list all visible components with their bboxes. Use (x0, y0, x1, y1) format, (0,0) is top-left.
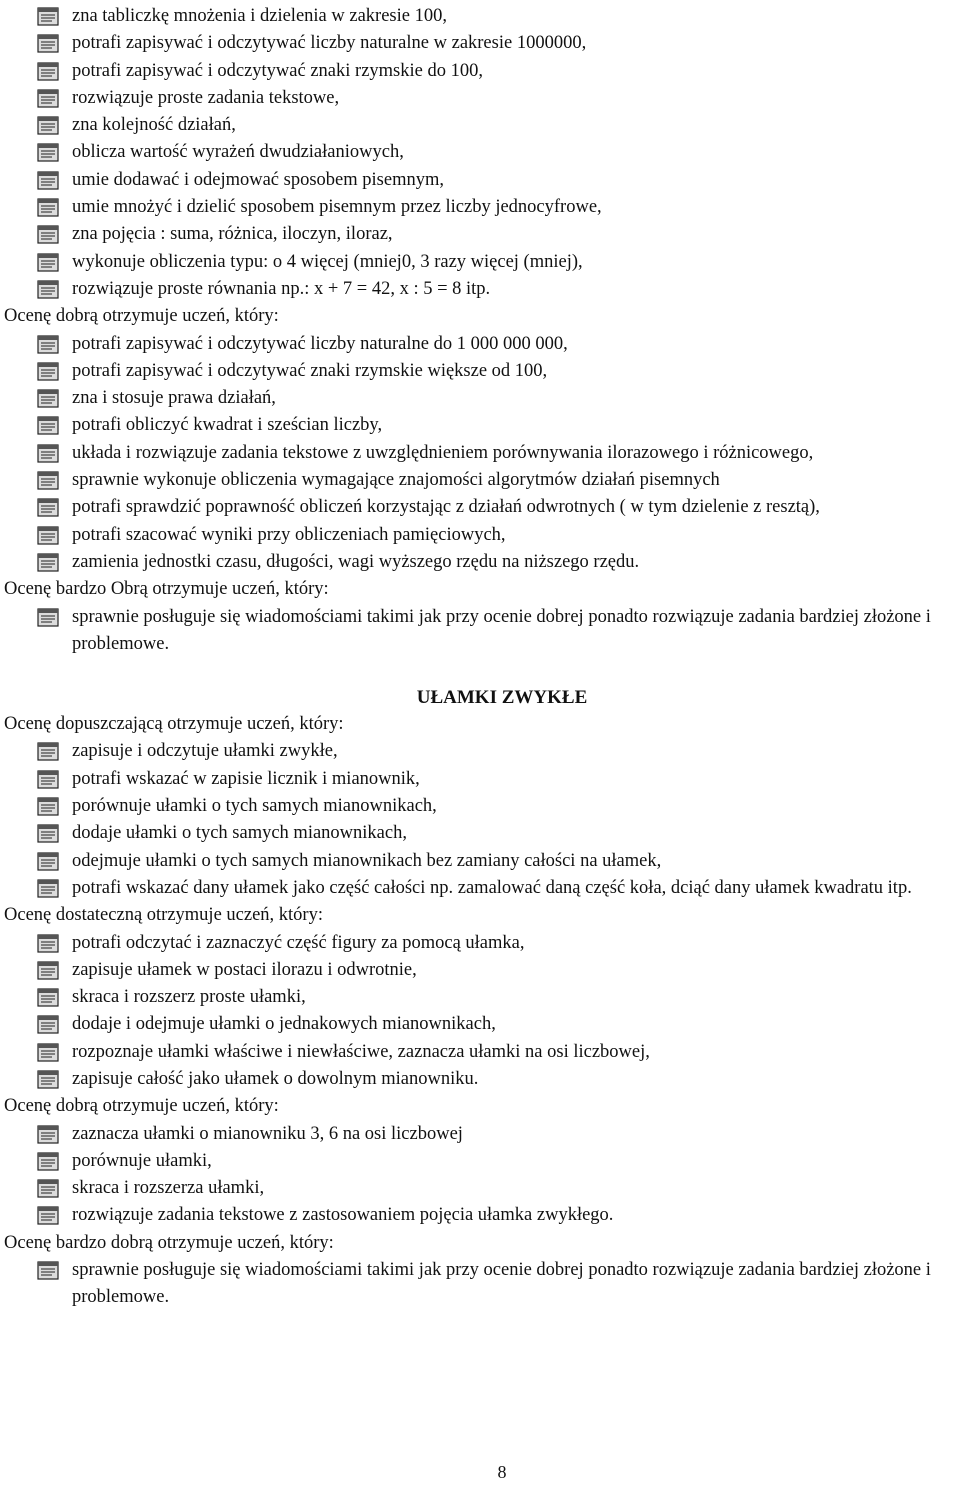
list-item-text: potrafi sprawdzić poprawność obliczeń korzystając z działań odwrotnych ( w tym dzielenie z resztą), (72, 497, 820, 518)
notepad-icon (37, 797, 59, 816)
list-item (0, 1202, 960, 1229)
list-item-text: potrafi wskazać dany ułamek jako część całości np. zamalować daną część koła, dciąć dany ułamek kwadratu itp. (72, 877, 912, 898)
list-item-text: odejmuje ułamki o tych samych mianownikach bez zamiany całości na ułamek, (72, 850, 662, 871)
list-item-text: zna tabliczkę mnożenia i dzielenia w zakresie 100, (72, 6, 447, 26)
notepad-icon (37, 498, 59, 517)
notepad-icon (37, 553, 59, 572)
notepad-icon (37, 824, 59, 843)
list-item (0, 1148, 960, 1175)
list-item-text: zapisuje ułamek w postaci ilorazu i odwrotnie, (72, 959, 417, 980)
sections-part1 (0, 303, 960, 658)
list-item (0, 738, 960, 765)
notepad-icon (37, 143, 59, 162)
notepad-icon (37, 280, 59, 299)
list-item (0, 820, 960, 847)
intro-list (0, 3, 960, 303)
notepad-icon (37, 1152, 59, 1171)
list-item (0, 85, 960, 112)
notepad-icon (37, 389, 59, 408)
list-item-text: zna i stosuje prawa działań, (72, 388, 276, 409)
notepad-icon (37, 1261, 59, 1280)
list-item-text: oblicza wartość wyrażeń dwudziałaniowych, (72, 142, 404, 163)
notepad-icon (37, 34, 59, 53)
notepad-icon (37, 225, 59, 244)
list-item (0, 358, 960, 385)
notepad-icon (37, 62, 59, 81)
list-item (0, 30, 960, 57)
list-item (0, 194, 960, 221)
list-item (0, 522, 960, 549)
notepad-icon (37, 1015, 59, 1034)
notepad-icon (37, 471, 59, 490)
list-item (0, 440, 960, 467)
notepad-icon (37, 1043, 59, 1062)
list-item (0, 984, 960, 1011)
list-item-text: rozwiązuje proste równania np.: x + 7 = 42, x : 5 = 8 itp. (72, 278, 491, 299)
list-item (0, 848, 960, 875)
list-item (0, 221, 960, 248)
list-item (0, 276, 960, 303)
list-item-text: zapisuje i odczytuje ułamki zwykłe, (72, 741, 338, 762)
list-item (0, 249, 960, 276)
notepad-icon (37, 1125, 59, 1144)
notepad-icon (37, 961, 59, 980)
list-item-text: dodaje i odejmuje ułamki o jednakowych mianownikach, (72, 1014, 496, 1035)
notepad-icon (37, 742, 59, 761)
list-item-text: rozpoznaje ułamki właściwe i niewłaściwe, zaznacza ułamki na osi liczbowej, (72, 1041, 650, 1062)
notepad-icon (37, 335, 59, 354)
list-item-text: potrafi odczytać i zaznaczyć część figury za pomocą ułamka, (72, 932, 525, 953)
grade-heading: Ocenę dostateczną otrzymuje uczeń, który: (4, 905, 323, 926)
list-item-text: zaznacza ułamki o mianowniku 3, 6 na osi liczbowej (72, 1123, 463, 1144)
grade-heading: Ocenę dobrą otrzymuje uczeń, który: (4, 1096, 279, 1117)
notepad-icon (37, 171, 59, 190)
list-item-text: dodaje ułamki o tych samych mianownikach, (72, 823, 407, 844)
list-item (0, 549, 960, 576)
list-item (0, 1175, 960, 1202)
document-page (0, 3, 960, 1312)
notepad-icon (37, 852, 59, 871)
list-item (0, 139, 960, 166)
list-item (0, 58, 960, 85)
list-item-text: układa i rozwiązuje zadania tekstowe z uwzględnieniem porównywania ilorazowego i różnicowego, (72, 442, 814, 463)
list-item-text: skraca i rozszerz proste ułamki, (72, 987, 306, 1008)
list-item (0, 766, 960, 793)
list-item (0, 793, 960, 820)
notepad-icon (37, 1070, 59, 1089)
list-item-text: sprawnie posługuje się wiadomościami takimi jak przy ocenie dobrej ponadto rozwiązuje zadania bardziej złożone i problemowe. (72, 606, 931, 654)
notepad-icon (37, 362, 59, 381)
grade-heading: Ocenę dopuszczającą otrzymuje uczeń, który: (4, 714, 344, 735)
grade-heading: Ocenę dobrą otrzymuje uczeń, który: (4, 306, 279, 327)
list-item (0, 167, 960, 194)
notepad-icon (37, 198, 59, 217)
list-item (0, 1066, 960, 1093)
list-item (0, 957, 960, 984)
notepad-icon (37, 444, 59, 463)
sections-part2 (0, 711, 960, 1312)
list-item (0, 3, 960, 30)
list-item-text: zna pojęcia : suma, różnica, iloczyn, iloraz, (72, 224, 393, 245)
list-item-text: potrafi wskazać w zapisie licznik i mianownik, (72, 768, 420, 789)
list-item (0, 494, 960, 521)
notepad-icon (37, 526, 59, 545)
list-item-text: zapisuje całość jako ułamek o dowolnym mianowniku. (72, 1068, 479, 1089)
list-item (0, 112, 960, 139)
list-item (0, 385, 960, 412)
list-item-text: rozwiązuje proste zadania tekstowe, (72, 87, 340, 108)
list-item-text: potrafi zapisywać i odczytywać liczby naturalne do 1 000 000 000, (72, 333, 568, 354)
list-item-text: sprawnie wykonuje obliczenia wymagające znajomości algorytmów działań pisemnych (72, 470, 720, 491)
notepad-icon (37, 879, 59, 898)
list-item-text: skraca i rozszerza ułamki, (72, 1178, 265, 1199)
list-item (0, 930, 960, 957)
list-item-text: wykonuje obliczenia typu: o 4 więcej (mniej0, 3 razy więcej (mniej), (72, 251, 583, 272)
section-title: UŁAMKI ZWYKŁE (416, 687, 588, 709)
notepad-icon (37, 988, 59, 1007)
notepad-icon (37, 253, 59, 272)
notepad-icon (37, 116, 59, 135)
notepad-icon (37, 89, 59, 108)
list-item (0, 412, 960, 439)
notepad-icon (37, 1179, 59, 1198)
list-item (0, 604, 960, 659)
list-item (0, 1011, 960, 1038)
list-item (0, 331, 960, 358)
notepad-icon (37, 770, 59, 789)
list-item-text: potrafi obliczyć kwadrat i sześcian liczby, (72, 415, 383, 436)
list-item-text: potrafi zapisywać i odczytywać znaki rzymskie do 100, (72, 60, 483, 81)
page-number: 8 (497, 1462, 507, 1482)
grade-heading: Ocenę bardzo dobrą otrzymuje uczeń, który: (4, 1232, 334, 1253)
notepad-icon (37, 1206, 59, 1225)
notepad-icon (37, 416, 59, 435)
list-item (0, 875, 960, 902)
notepad-icon (37, 7, 59, 26)
list-item (0, 467, 960, 494)
notepad-icon (37, 608, 59, 627)
list-item-text: zna kolejność działań, (72, 115, 236, 136)
notepad-icon (37, 934, 59, 953)
list-item-text: zamienia jednostki czasu, długości, wagi wyższego rzędu na niższego rzędu. (72, 551, 640, 572)
list-item (0, 1039, 960, 1066)
list-item-text: porównuje ułamki, (72, 1150, 212, 1171)
list-item-text: sprawnie posługuje się wiadomościami takimi jak przy ocenie dobrej ponadto rozwiązuje zadania bardziej złożone i problemowe. (72, 1260, 931, 1308)
list-item-text: potrafi zapisywać i odczytywać liczby naturalne w zakresie 1000000, (72, 33, 587, 54)
list-item-text: porównuje ułamki o tych samych mianownikach, (72, 796, 437, 817)
list-item-text: rozwiązuje zadania tekstowe z zastosowaniem pojęcia ułamka zwykłego. (72, 1205, 614, 1226)
list-item-text: umie mnożyć i dzielić sposobem pisemnym przez liczby jednocyfrowe, (72, 197, 602, 218)
list-item-text: potrafi zapisywać i odczytywać znaki rzymskie większe od 100, (72, 360, 548, 381)
list-item (0, 1257, 960, 1312)
grade-heading: Ocenę bardzo Obrą otrzymuje uczeń, który: (4, 579, 329, 600)
list-item-text: umie dodawać i odejmować sposobem pisemnym, (72, 169, 444, 190)
list-item-text: potrafi szacować wyniki przy obliczeniach pamięciowych, (72, 524, 506, 545)
list-item (0, 1121, 960, 1148)
